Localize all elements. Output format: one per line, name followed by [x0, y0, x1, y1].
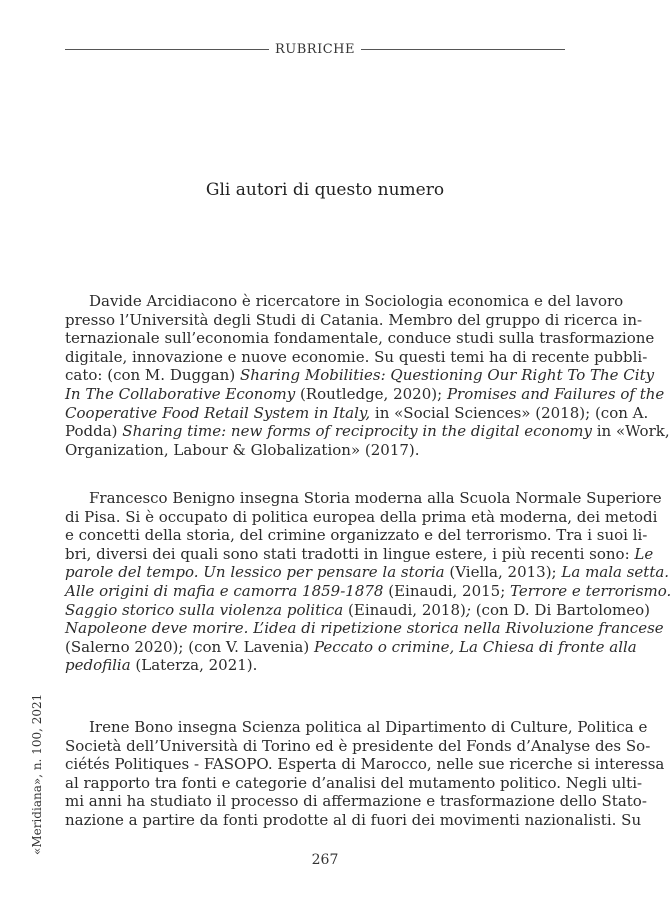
author-bio-bono [65, 718, 665, 830]
text-line [65, 526, 648, 545]
author-bio-benigno [65, 489, 671, 675]
text-line [65, 810, 642, 830]
text-run: digitale, innovazione e nuove economie. Su questi temi ha di recente pubbli- [65, 347, 648, 366]
text-line [65, 366, 655, 385]
text-line [65, 489, 662, 508]
text-line [65, 773, 643, 793]
text-line [65, 637, 637, 657]
italic-title: ; [465, 600, 471, 619]
text-line [65, 507, 658, 527]
text-run: in «Work, [591, 422, 670, 441]
italic-title: Alle origini di mafia e camorra 1859-1878 [65, 581, 384, 600]
italic-title: Terrore e terrorismo. [510, 581, 671, 600]
journal-citation: «Meridiana», n. 100, 2021 [30, 693, 44, 855]
text-line [65, 656, 565, 675]
text-line [65, 329, 655, 348]
italic-title: Sharing Mobilities: Questioning Our Right To The City [239, 366, 655, 385]
italic-title: parole del tempo. Un lessico per pensare la storia [65, 563, 445, 582]
text-line [65, 310, 643, 330]
text-run: in «Social Sciences» (2018); (con A. [370, 403, 649, 422]
italic-title: Napoleone deve morire. L’idea di ripetizione storica nella Rivoluzione francese [65, 619, 664, 638]
text-run: Società dell’Università di Torino ed è presidente del Fonds d’Analyse des So- [65, 736, 651, 755]
text-line [65, 718, 648, 737]
text-run: ciétés Politiques - FASOPO. Esperta di Marocco, nelle sue ricerche si interessa [65, 755, 665, 774]
text-run: (Salerno 2020); (con V. Lavenia) [65, 637, 314, 656]
italic-title: Cooperative Food Retail System in Italy, [65, 403, 371, 422]
text-run: Podda) [65, 422, 123, 441]
text-run: presso l’Università degli Studi di Catania. Membro del gruppo di ricerca in- [65, 310, 643, 329]
text-run: (Routledge, 2020); [295, 384, 447, 403]
italic-title: In The Collaborative Economy [65, 384, 296, 403]
italic-title: Le [634, 544, 654, 563]
text-run: Irene Bono insegna Scienza politica al Dipartimento di Culture, Politica e [89, 718, 648, 736]
section-label: RUBRICHE [275, 42, 355, 57]
text-line [65, 581, 671, 601]
italic-title: Promises and Failures of the [446, 384, 665, 403]
text-line [65, 403, 649, 423]
italic-title: Sharing time: new forms of reciprocity in the digital economy [122, 422, 592, 441]
text-run: mi anni ha studiato il processo di affermazione e trasformazione dello Stato- [65, 792, 647, 811]
text-line [65, 619, 664, 638]
text-run: ternazionale sull’economia fondamentale, conduce studi sulla trasformazione [65, 329, 655, 348]
page-number: 267 [311, 852, 339, 868]
text-run: cato: (con M. Duggan) [65, 366, 240, 385]
text-line [65, 792, 647, 811]
text-run: (Einaudi, 2018) [343, 600, 466, 619]
text-run: (con D. Di Bartolomeo) [470, 600, 651, 619]
text-run: Organization, Labour & Globalization» (2017). [65, 440, 420, 459]
header-rule-right [361, 49, 565, 50]
header-rule-left [65, 49, 269, 50]
text-line [65, 292, 624, 311]
italic-title: Peccato o crimine, La Chiesa di fronte alla [313, 637, 637, 656]
text-run: (Laterza, 2021). [130, 656, 258, 675]
text-line [65, 441, 565, 460]
running-head [65, 42, 565, 57]
text-line [65, 384, 665, 404]
text-run: di Pisa. Si è occupato di politica europea della prima età moderna, dei metodi [65, 507, 658, 526]
text-run: (Viella, 2013); [444, 563, 562, 582]
text-run: (Einaudi, 2015; [383, 581, 511, 600]
author-bio-arcidiacono [65, 292, 670, 459]
text-run: Francesco Benigno insegna Storia moderna alla Scuola Normale Superiore [89, 489, 662, 507]
text-line [65, 736, 651, 756]
section-title: Gli autori di questo numero [205, 180, 445, 200]
text-run: bri, diversi dei quali sono stati tradotti in lingue estere, i più recenti sono: [65, 544, 635, 563]
text-line [65, 600, 651, 620]
text-run: Davide Arcidiacono è ricercatore in Sociologia economica e del lavoro [89, 292, 624, 310]
text-line [65, 563, 670, 582]
text-run: e concetti della storia, del crimine organizzato e del terrorismo. Tra i suoi li- [65, 526, 648, 545]
italic-title: La mala setta. [561, 563, 670, 582]
text-run: al rapporto tra fonti e categorie d’analisi del mutamento politico. Negli ulti- [65, 773, 643, 792]
text-line [65, 544, 654, 564]
text-line [65, 347, 648, 367]
text-line [65, 755, 665, 774]
italic-title: pedofilia [65, 656, 131, 675]
text-line [65, 422, 670, 441]
text-run: nazione a partire da fonti prodotte al di fuori dei movimenti nazionalisti. Su [65, 810, 642, 829]
italic-title: Saggio storico sulla violenza politica [65, 600, 344, 619]
